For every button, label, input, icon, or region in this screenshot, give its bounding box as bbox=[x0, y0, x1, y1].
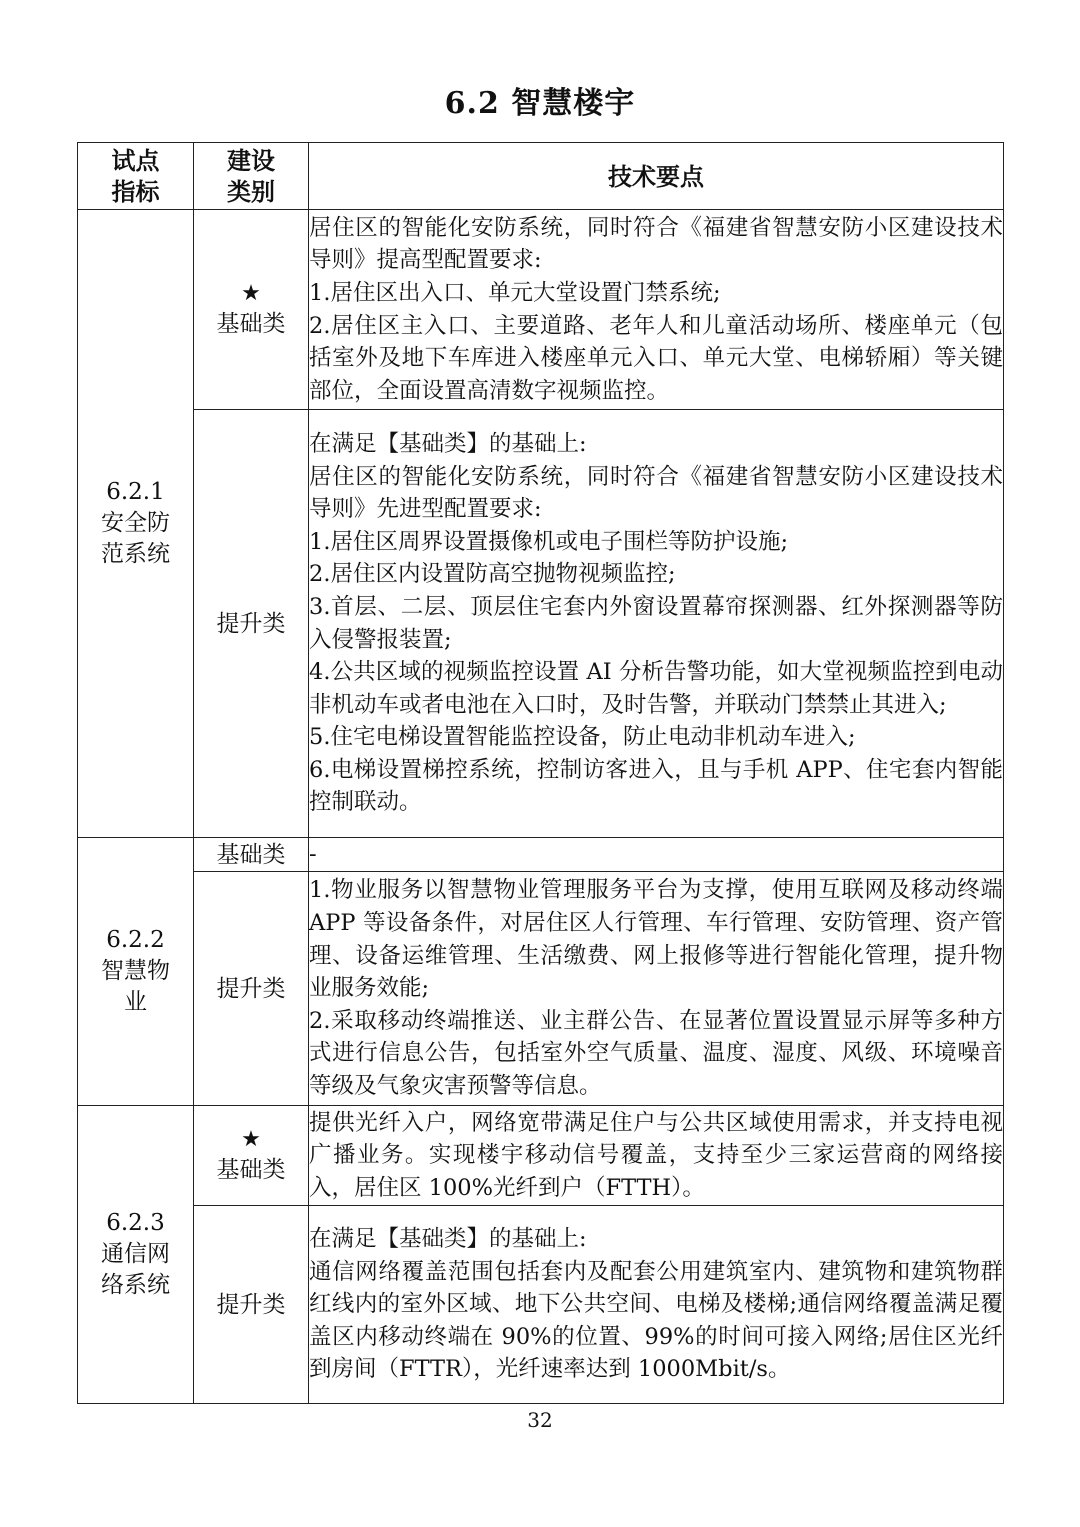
category-cell bbox=[194, 838, 309, 872]
header-category bbox=[194, 143, 309, 210]
indicator-code: 6.2.1 bbox=[106, 479, 165, 505]
table-header-row bbox=[78, 143, 1004, 210]
indicator-name-line: 业 bbox=[124, 989, 147, 1015]
table-row bbox=[78, 1106, 1004, 1206]
header-indicator-line: 指标 bbox=[111, 177, 160, 206]
header-requirement: 技术要点 bbox=[309, 143, 1004, 210]
category-label: 提升类 bbox=[216, 1291, 286, 1318]
requirement-cell bbox=[309, 1206, 1004, 1404]
indicator-code: 6.2.3 bbox=[106, 1210, 165, 1236]
category-cell bbox=[194, 410, 309, 838]
star-icon: ★ bbox=[241, 280, 261, 306]
requirement-line: 2.居住区内设置防高空抛物视频监控; bbox=[309, 561, 676, 588]
indicator-cell bbox=[78, 838, 194, 1106]
requirement-line: 1.居住区周界设置摄像机或电子围栏等防护设施; bbox=[309, 528, 789, 555]
requirement-cell bbox=[309, 1106, 1004, 1206]
indicator-cell bbox=[78, 1106, 194, 1404]
table-row bbox=[78, 838, 1004, 872]
indicator-name-line: 络系统 bbox=[101, 1272, 170, 1298]
requirement-line: 1.居住区出入口、单元大堂设置门禁系统; bbox=[309, 279, 721, 306]
requirement-line: 2.居住区主入口、主要道路、老年人和儿童活动场所、楼座单元（包括室外及地下车库进入楼座单元入口、单元大堂、电梯轿厢）等关键部位，全面设置高清数字视频监控。 bbox=[309, 312, 1003, 404]
requirement-line: 居住区的智能化安防系统，同时符合《福建省智慧安防小区建设技术导则》提高型配置要求: bbox=[309, 214, 1003, 274]
requirement-line: 在满足【基础类】的基础上: bbox=[309, 1226, 587, 1253]
requirement-line: 1.物业服务以智慧物业管理服务平台为支撑，使用互联网及移动终端 APP 等设备条件，对居住区人行管理、车行管理、安防管理、资产管理、设备运维管理、生活缴费、网上报修等进行智能化管理，提升物业服务效能; bbox=[309, 877, 1003, 1002]
category-cell bbox=[194, 1206, 309, 1404]
header-category-line: 类别 bbox=[227, 177, 275, 206]
requirement-cell bbox=[309, 838, 1004, 872]
category-label: 提升类 bbox=[216, 975, 286, 1002]
requirement-line: 在满足【基础类】的基础上: bbox=[309, 430, 587, 457]
header-indicator-line: 试点 bbox=[111, 146, 160, 175]
requirement-line: 5.住宅电梯设置智能监控设备，防止电动非机动车进入; bbox=[309, 724, 856, 751]
indicator-name-line: 范系统 bbox=[101, 541, 170, 567]
table-row bbox=[78, 1206, 1004, 1404]
category-cell bbox=[194, 872, 309, 1106]
requirement-cell bbox=[309, 210, 1004, 410]
category-label: 基础类 bbox=[216, 841, 286, 868]
category-label: 提升类 bbox=[216, 610, 286, 637]
category-label: 基础类 bbox=[216, 1156, 286, 1183]
table-row bbox=[78, 872, 1004, 1106]
section-title: 6.2 智慧楼宇 bbox=[444, 86, 636, 121]
requirement-cell bbox=[309, 410, 1004, 838]
requirement-line: 6.电梯设置梯控系统，控制访客进入，且与手机 APP、住宅套内智能控制联动。 bbox=[309, 756, 1003, 816]
category-cell bbox=[194, 1106, 309, 1206]
category-label: 基础类 bbox=[216, 310, 286, 337]
indicator-name-line: 智慧物 bbox=[101, 958, 170, 984]
header-category-line: 建设 bbox=[227, 146, 275, 175]
page-number: 32 bbox=[527, 1408, 553, 1432]
indicator-code: 6.2.2 bbox=[106, 927, 165, 953]
indicator-cell bbox=[78, 210, 194, 838]
requirement-line: 3.首层、二层、顶层住宅套内外窗设置幕帘探测器、红外探测器等防入侵警报装置; bbox=[309, 593, 1003, 653]
requirement-line: 通信网络覆盖范围包括套内及配套公用建筑室内、建筑物和建筑物群红线内的室外区域、地下公共空间、电梯及楼梯;通信网络覆盖满足覆盖区内移动终端在 90%的位置、99%的时间可接入网络;居住区光纤到房间（FTTR），光纤速率达到 1000Mbit/s。 bbox=[309, 1258, 1003, 1383]
star-icon: ★ bbox=[241, 1126, 261, 1152]
requirement-line: 提供光纤入户，网络宽带满足住户与公共区域使用需求，并支持电视广播业务。实现楼宇移动信号覆盖，支持至少三家运营商的网络接入，居住区 100%光纤到户（FTTH）。 bbox=[309, 1109, 1003, 1201]
indicator-name-line: 安全防 bbox=[101, 510, 170, 536]
requirements-table bbox=[77, 142, 1004, 1404]
table-row bbox=[78, 210, 1004, 410]
indicator-name-line: 通信网 bbox=[101, 1241, 170, 1267]
category-cell bbox=[194, 210, 309, 410]
header-indicator bbox=[78, 143, 194, 210]
table-row bbox=[78, 410, 1004, 838]
requirement-line: - bbox=[309, 841, 317, 868]
requirement-cell bbox=[309, 872, 1004, 1106]
requirement-line: 4.公共区域的视频监控设置 AI 分析告警功能，如大堂视频监控到电动非机动车或者电池在入口时，及时告警，并联动门禁禁止其进入; bbox=[309, 659, 1003, 718]
requirement-line: 2.采取移动终端推送、业主群公告、在显著位置设置显示屏等多种方式进行信息公告，包括室外空气质量、温度、湿度、风级、环境噪音等级及气象灾害预警等信息。 bbox=[309, 1007, 1003, 1099]
requirement-line: 居住区的智能化安防系统，同时符合《福建省智慧安防小区建设技术导则》先进型配置要求: bbox=[309, 463, 1003, 523]
